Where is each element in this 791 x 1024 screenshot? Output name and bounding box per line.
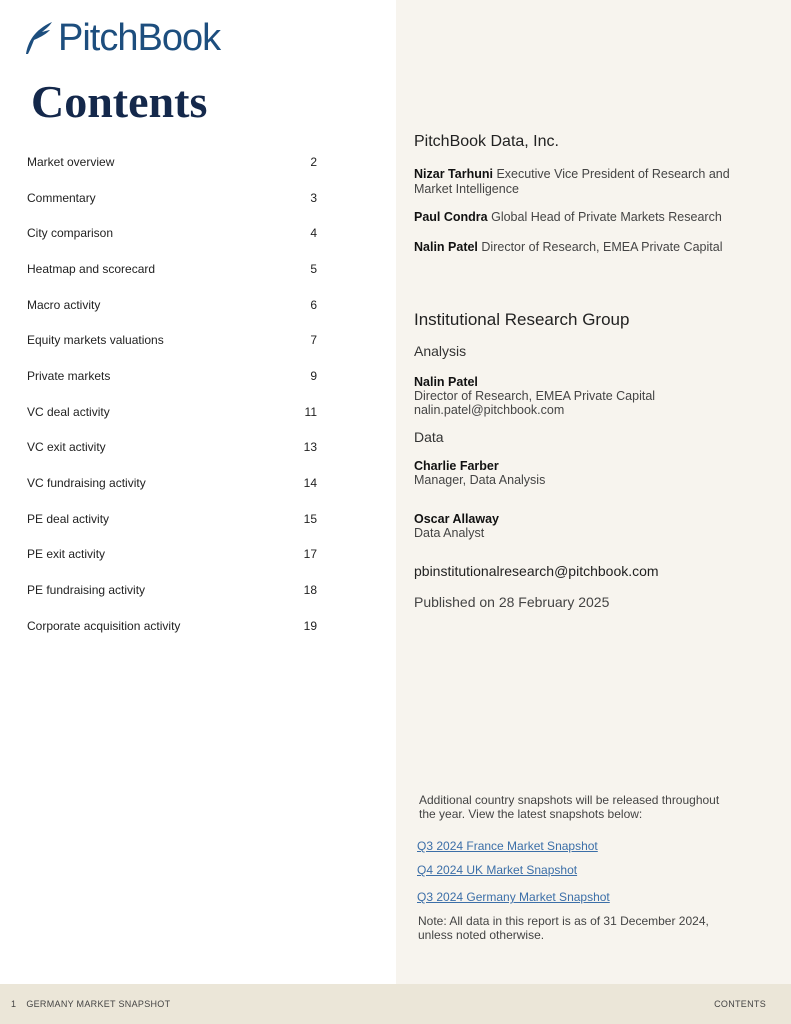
page-footer: [0, 984, 791, 1024]
pitchbook-logo: [22, 18, 220, 58]
leader-entry: [414, 240, 744, 255]
toc-page: 3: [310, 190, 317, 205]
toc-label: PE deal activity: [27, 511, 110, 526]
toc-page: 19: [303, 618, 317, 633]
toc-item[interactable]: [27, 180, 317, 216]
toc-item[interactable]: [27, 287, 317, 323]
toc-page: 7: [310, 333, 317, 348]
toc-label: Macro activity: [27, 297, 101, 312]
toc-label: VC deal activity: [27, 404, 110, 419]
toc-label: Equity markets valuations: [27, 333, 164, 348]
footer-report-name: GERMANY MARKET SNAPSHOT: [26, 999, 171, 1009]
toc-item[interactable]: [27, 394, 317, 430]
logo-text: PitchBook: [58, 17, 221, 59]
published-date: Published on 28 February 2025: [414, 594, 610, 610]
leader-role: Director of Research, EMEA Private Capital: [481, 240, 723, 254]
leader-name: Nizar Tarhuni: [414, 167, 493, 181]
leader-role: Global Head of Private Markets Research: [491, 210, 722, 224]
leader-name: Paul Condra: [414, 210, 488, 224]
toc-item[interactable]: [27, 608, 317, 644]
toc-page: 13: [303, 440, 317, 455]
toc-item[interactable]: [27, 465, 317, 501]
analyst-entry: [414, 375, 754, 417]
toc-label: Market overview: [27, 154, 115, 169]
leader-entry: [414, 210, 744, 225]
toc-page: 17: [303, 547, 317, 562]
data-team-role: Data Analyst: [414, 526, 485, 540]
group-heading: Institutional Research Group: [414, 310, 630, 329]
leader-name: Nalin Patel: [414, 240, 478, 254]
data-heading: Data: [414, 429, 444, 445]
toc-item[interactable]: [27, 537, 317, 573]
snapshots-note: Additional country snapshots will be released throughout the year. View the latest snapshots below:: [419, 793, 720, 821]
toc-page: 6: [310, 297, 317, 312]
toc-page: 5: [310, 261, 317, 276]
leader-entry: [414, 167, 744, 197]
toc-label: PE fundraising activity: [27, 583, 146, 598]
snapshot-link-uk[interactable]: Q4 2024 UK Market Snapshot: [417, 863, 578, 877]
toc-label: Corporate acquisition activity: [27, 618, 181, 633]
analyst-role: Director of Research, EMEA Private Capital: [414, 389, 656, 403]
contact-email[interactable]: pbinstitutionalresearch@pitchbook.com: [414, 563, 659, 579]
snapshot-link-germany[interactable]: Q3 2024 Germany Market Snapshot: [417, 890, 610, 904]
leader-role: Executive Vice President of Research and Market Intelligence: [414, 167, 730, 196]
footer-section: CONTENTS: [714, 999, 766, 1009]
toc-item[interactable]: [27, 501, 317, 537]
toc-item[interactable]: [27, 215, 317, 251]
toc-item[interactable]: [27, 144, 317, 180]
toc-item[interactable]: [27, 358, 317, 394]
company-name: PitchBook Data, Inc.: [414, 133, 559, 150]
analysis-heading: Analysis: [414, 343, 467, 359]
snapshot-link-france[interactable]: Q3 2024 France Market Snapshot: [417, 839, 598, 853]
toc-page: 9: [310, 368, 317, 383]
analyst-email[interactable]: nalin.patel@pitchbook.com: [414, 403, 565, 417]
toc-label: Private markets: [27, 368, 111, 383]
toc-page: 4: [310, 226, 317, 241]
toc-page: 15: [303, 511, 317, 526]
toc-page: 18: [303, 583, 317, 598]
toc-item[interactable]: [27, 430, 317, 466]
analyst-name: Nalin Patel: [414, 375, 478, 389]
toc-item[interactable]: [27, 572, 317, 608]
feather-logo-icon: [22, 20, 54, 56]
toc-label: VC fundraising activity: [27, 476, 146, 491]
data-note: Note: All data in this report is as of 31 December 2024, unless noted otherwise.: [418, 914, 709, 942]
toc-label: Heatmap and scorecard: [27, 261, 156, 276]
data-team-name: Oscar Allaway: [414, 512, 500, 526]
data-team-entry: [414, 512, 754, 540]
page-title: Contents: [31, 76, 208, 127]
table-of-contents: [27, 144, 317, 644]
data-team-role: Manager, Data Analysis: [414, 473, 546, 487]
toc-page: 11: [304, 404, 317, 419]
toc-page: 2: [310, 154, 317, 169]
toc-label: Commentary: [27, 190, 96, 205]
toc-label: VC exit activity: [27, 440, 106, 455]
toc-label: PE exit activity: [27, 547, 106, 562]
data-team-name: Charlie Farber: [414, 459, 499, 473]
toc-page: 14: [303, 476, 317, 491]
toc-item[interactable]: [27, 322, 317, 358]
toc-item[interactable]: [27, 251, 317, 287]
footer-page-number: 1: [11, 999, 17, 1009]
data-team-entry: [414, 459, 754, 487]
toc-label: City comparison: [27, 226, 114, 241]
